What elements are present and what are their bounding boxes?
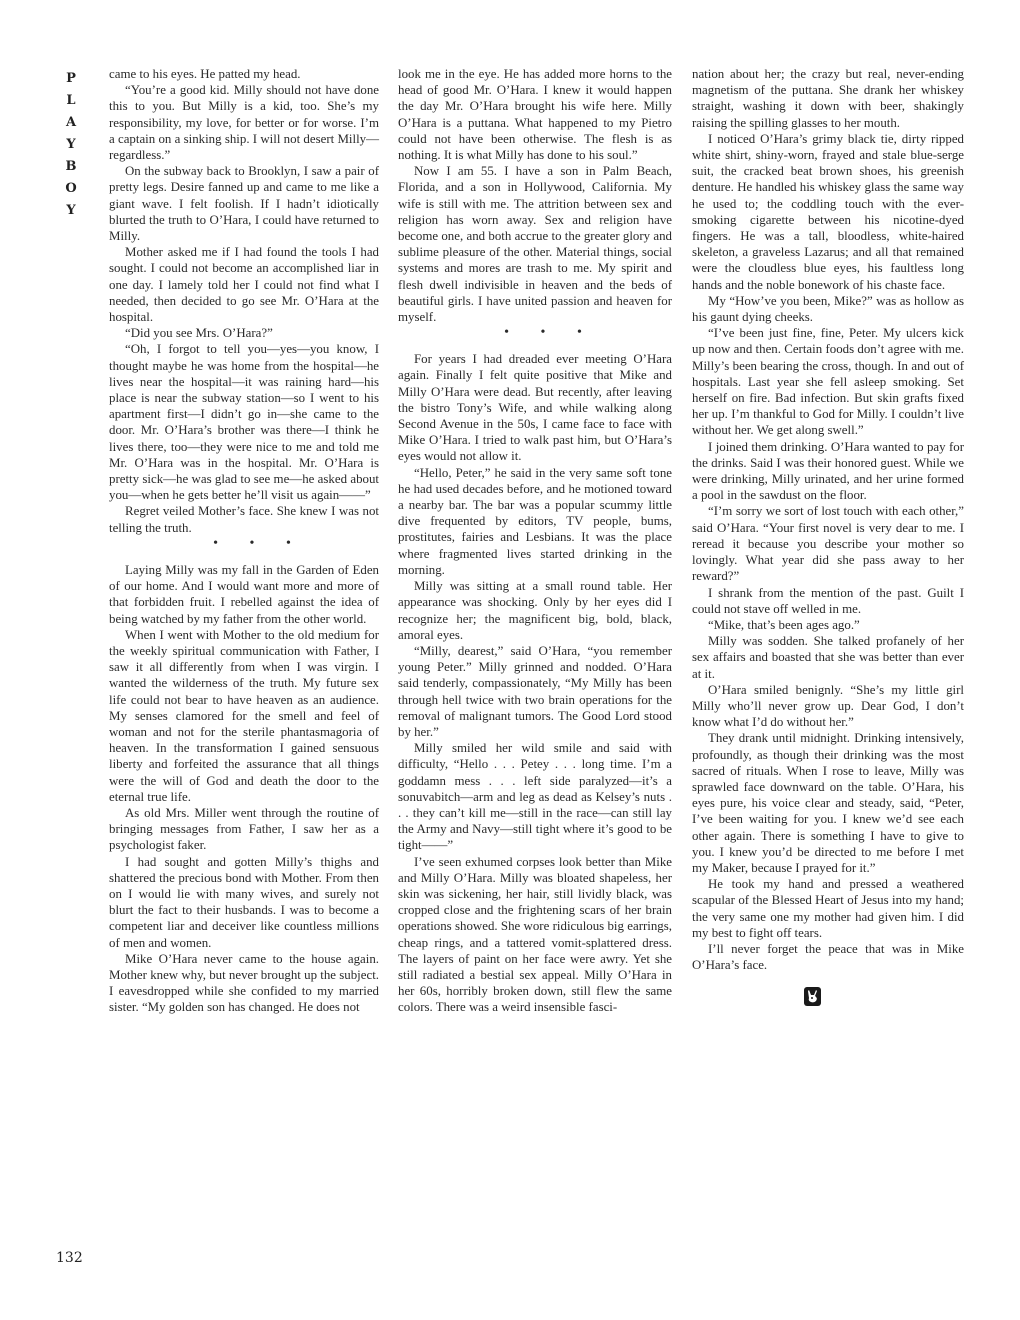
paragraph: He took my hand and pressed a weathered scapular of the Blessed Heart of Jesus into my hand; the very same one my mother had given him. I did my best to fight off tears. — [692, 877, 964, 940]
masthead-letter: Y — [66, 137, 76, 152]
text-column-2 — [398, 66, 672, 1016]
paragraph: Milly was sodden. She talked profanely of her sex affairs and boasted that she was better than ever at it. — [692, 634, 964, 681]
masthead-letter: Y — [66, 203, 76, 218]
text-column-1 — [109, 66, 379, 1016]
paragraph: “Milly, dearest,” said O’Hara, “you remember young Peter.” Milly grinned and nodded. O’Hara said tenderly, compassionately, “My Milly has been through hell twice with two brain operations for the removal of malignant tumors. The Good Lord stood by her.” — [398, 643, 672, 739]
section-break: • • • — [213, 535, 305, 551]
paragraph: “I’m sorry we sort of lost touch with each other,” said O’Hara. “Your first novel is very dear to me. I reread it because you describe your mother so lovingly. What year did she pass away to her reward?” — [692, 504, 964, 584]
paragraph: “Did you see Mrs. O’Hara?” — [125, 326, 273, 341]
paragraph: I noticed O’Hara’s grimy black tie, dirty ripped white shirt, shiny-worn, frayed and stale blue-serge suit, the cracked beat brown shoes, his greenish denture. He handled his whiskey glass the same way he used to; the coddling touch with the ever-smoking cigarette between his nicotine-dyed fingers. He was a tall, bloodless, white-haired skeleton, a graveless Lazarus; and all that remained were the cloudless blue eyes, his faultless long hands and the noble bonework of his chaste face. — [692, 131, 964, 292]
paragraph: I shrank from the mention of the past. Guilt I could not stave off welled in me. — [692, 585, 964, 616]
paragraph: I’ll never forget the peace that was in Mike O’Hara’s face. — [692, 941, 964, 973]
paragraph: I’ve seen exhumed corpses look better than Mike and Milly O’Hara. Milly was bloated shapeless, her skin was sickening, her hair, still lividly black, was cropped close and the frightening scars of her brain operations showed. She wore ridiculous big earrings, cheap rings, and a tattered vomit-splattered dress. The layers of paint on her face were awry. Yet she still radiated a bestial sex appeal. Milly O’Hara in her 60s, horribly broken down, still flew the same colors. There was a weird insensible fasci- — [398, 854, 672, 1015]
paragraph: As old Mrs. Miller went through the routine of bringing messages from Father, I saw her as a psychologist faker. — [109, 805, 379, 853]
paragraph: Laying Milly was my fall in the Garden of Eden of our home. And I would want more and more of that forbidden fruit. I rebelled against the idea of being watched by my father from the other world. — [109, 562, 379, 626]
masthead-letter: L — [66, 93, 76, 108]
paragraph: “Oh, I forgot to tell you—yes—you know, I thought maybe he was home from the hospital—he lives near the hospital—it was raining hard—his place is near the subway station—so I went to his apartment first—I didn’t go in—she came to the door. Mr. O’Hara’s brother was there—I think he lives there, too—they were nice to me and told me Mr. O’Hara was in the hospital. Mr. O’Hara is pretty sick—he was glad to see me—he asked about you—when he gets better he’ll visit us again——” — [109, 342, 379, 503]
paragraph: Now I am 55. I have a son in Palm Beach, Florida, and a son in Hollywood, California. My wife is still with me. The attrition between sex and religion has worn away. Sex and religion have become one, and both accrue to the greater glory and sublime pleasure of the other. Material things, social systems and mores are trash to me. My spirit and flesh dwell indivisible in heaven and the beds of beautiful girls. I have united passion and heaven for myself. — [398, 164, 672, 325]
masthead-letter: B — [65, 159, 77, 174]
paragraph: “Mike, that’s been ages ago.” — [708, 617, 860, 632]
paragraph: “You’re a good kid. Milly should not have done this to you. But Milly is a kid, too. She’s my responsibility, my love, for better or for worse. I’m a captain on a sinking ship. I will not desert Milly—regardless.” — [109, 83, 379, 163]
paragraph: look me in the eye. He has added more horns to the head of good Mr. O’Hara. I knew it would happen the day Mr. O’Hara brought his wife here. Milly O’Hara is a puttana. What happened to my Pietro could not have been otherwise. The flesh is as nothing. It is what Milly has done to his soul.” — [398, 67, 672, 163]
masthead-letter: A — [65, 115, 77, 130]
masthead-letter: P — [66, 71, 76, 86]
paragraph: My “How’ve you been, Mike?” was as hollow as his gaunt dying cheeks. — [692, 293, 964, 325]
masthead-letter: O — [65, 181, 77, 196]
page-number: 132 — [56, 1250, 83, 1266]
paragraph: I joined them drinking. O’Hara wanted to pay for the drinks. Said I was their honored guest. While we were drinking, Milly urinated, and her urine formed a pool in the sawdust on the floor. — [692, 439, 964, 503]
rabbit-head-icon — [804, 987, 821, 1006]
text-column-3 — [692, 66, 964, 1006]
paragraph: I had sought and gotten Milly’s thighs and shattered the precious bond with Mother. From then on I would lie with many wives, and surely not blurt the fact to their husbands. I was to become a competent liar and deceiver like countless millions of men and women. — [109, 854, 379, 950]
section-break: • • • — [504, 325, 596, 341]
paragraph: For years I had dreaded ever meeting O’Hara again. Finally I felt quite positive that Mike and Milly O’Hara were dead. But recently, after leaving the bistro Tony’s Wife, and while walking along Second Avenue in the 50s, I came face to face with Mike O’Hara. I tried to walk past him, but O’Hara’s eyes would not allow it. — [398, 352, 672, 464]
paragraph: nation about her; the crazy but real, never-ending magnetism of the puttana. She drank her whiskey straight, washing it down with beer, shakingly raising the spilling glasses to her mouth. — [692, 67, 964, 130]
paragraph: O’Hara smiled benignly. “She’s my little girl Milly who’ll never grow up. Dear God, I don’t know what I’d do without her.” — [692, 682, 964, 730]
paragraph: “Hello, Peter,” he said in the very same soft tone he had used decades before, and he motioned toward a nearby bar. The bar was a popular scummy little dive frequented by editors, TV people, bums, prostitutes, fairies and Lesbians. It was the place where fragmented lives started drinking in the morning. — [398, 465, 672, 577]
paragraph: When I went with Mother to the old medium for the weekly spiritual communication with Father, I saw it all differently from when I was virgin. I wanted the wilderness of the truth. My future sex life could not bear to have heaven as an audience. My senses clamored for the smell and feel of woman and not for the sterile phantasmagoria of heaven. In the transformation I gained sensuous liberty and forfeited the assurance that all things were the will of God and death the door to the eternal true life. — [109, 627, 379, 804]
paragraph: Milly smiled her wild smile and said with difficulty, “Hello . . . Petey . . . long time. I’m a goddamn mess . . . left side paralyzed—it’s a sonuvabitch—arm and leg as dead as Kelsey’s nuts . . . they can’t kill me—still in the race—can still lay the Army and Navy—still tight where it’s good to be tight——” — [398, 741, 672, 853]
paragraph: Mother asked me if I had found the tools I had sought. I could not become an accomplished liar in one day. I lamely told her I could not find what I needed, then decided to go see Mr. O’Hara at the hospital. — [109, 245, 379, 325]
paragraph: Milly was sitting at a small round table. Her appearance was shocking. Only by her eyes did I recognize her; the magnificent big, bold, black, amoral eyes. — [398, 579, 672, 642]
paragraph: They drank until midnight. Drinking intensively, profoundly, as though their drinking was the most sacred of rituals. When I rose to leave, Milly was sprawled face downward on the table. O’Hara, his eyes pure, his voice clear and steady, said, “Peter, I’ve been waiting for you. I knew we’d see each other again. There is something I have to give to you. I knew you’d be directed to me before I met my Maker, because I prayed for it.” — [692, 731, 964, 875]
paragraph: Mike O’Hara never came to the house again. Mother knew why, but never brought up the subject. I eavesdropped while she confided to my married sister. “My golden son has changed. He does not — [109, 951, 379, 1015]
masthead-vertical — [58, 68, 84, 222]
paragraph: “I’ve been just fine, fine, Peter. My ulcers kick up now and then. Certain foods don’t agree with me. Milly’s been bearing the cross, though. In and out of hospitals. Last year she fell asleep smoking. Set herself on fire. Bad infection. But skin grafts fixed her up. I’m thankful to God for Milly. I couldn’t live without her. We get along swell.” — [692, 326, 964, 438]
paragraph: Regret veiled Mother’s face. She knew I was not telling the truth. — [109, 504, 379, 535]
paragraph: came to his eyes. He patted my head. — [109, 67, 301, 81]
paragraph: On the subway back to Brooklyn, I saw a pair of pretty legs. Desire fanned up and came to me like a giant wave. I felt foolish. If I hadn’t idiotically blurted the truth to O’Hara, I could have returned to Milly. — [109, 164, 379, 244]
